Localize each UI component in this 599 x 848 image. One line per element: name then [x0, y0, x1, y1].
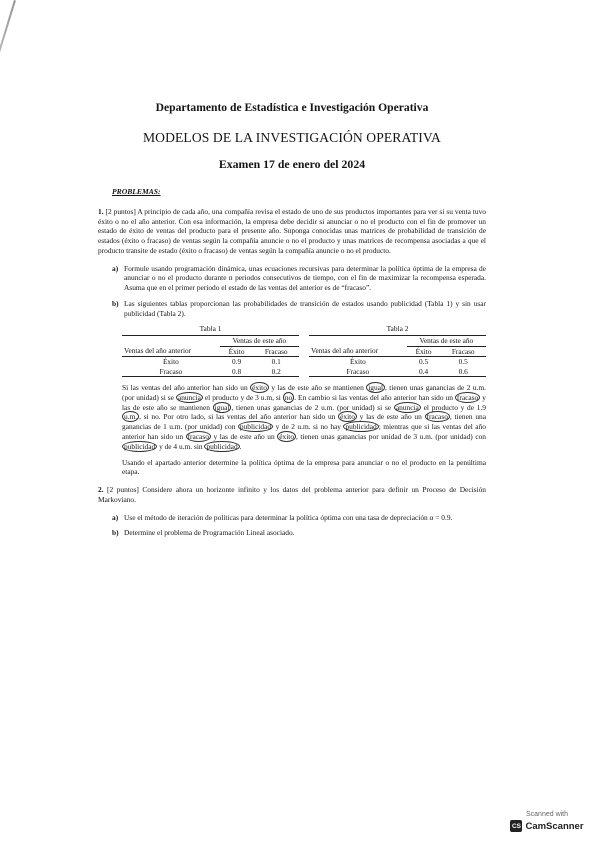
item-label: a)	[112, 512, 119, 522]
course-title: MODELOS DE LA INVESTIGACIÓN OPERATIVA	[143, 130, 441, 146]
text-run: ; mientras que si las ventas del año anterior han sido un	[122, 422, 486, 441]
row-label: Éxito	[162, 357, 179, 367]
cell: 0.8	[220, 367, 254, 377]
transition-table	[122, 335, 299, 377]
circled-word: no	[284, 392, 293, 402]
camscanner-logo-icon: CS	[510, 820, 522, 832]
circled-word: fracaso	[456, 392, 479, 402]
circled-word: publicidad	[206, 441, 238, 451]
text-run: y las de este año se mantienen	[122, 392, 486, 412]
item-text: Determine el problema de Programación Lineal asociado.	[124, 528, 295, 538]
problem-2-item-a	[112, 513, 486, 523]
cell: 0.4	[407, 367, 441, 377]
col-header: Fracaso	[253, 346, 299, 356]
item-text: Las siguientes tablas proporcionan las probabilidades de transición de estados usando publicidad (Tabla 1) y sin usar publicidad (Tabla 2).	[124, 298, 486, 318]
department-title: Departamento de Estadística e Investigación Operativa	[155, 101, 429, 114]
cell: 0.2	[253, 367, 299, 377]
cell: 0.5	[419, 357, 429, 367]
text-run: , tienen una ganancias de 1 u.m. (por unidad) con	[122, 412, 486, 432]
problem-2-text: [2 puntos] Considere ahora un horizonte infinito y los datos del problema anterior para definir un Proceso de Decisión Markoviano.	[98, 485, 486, 504]
text-run: , si no. Por otro lado, si las ventas del año anterior han sido un	[139, 412, 336, 422]
closing-paragraph: Usando el apartado anterior determine la política óptima de la empresa para anunciar o no el producto en la penúltima etapa.	[122, 457, 486, 477]
cell: 0.6	[440, 367, 486, 377]
text-run: y las de este año se mantienen	[271, 383, 364, 393]
item-label: b)	[112, 298, 119, 308]
cell: 0.9	[232, 357, 242, 367]
text-run: y las de este año un	[213, 432, 275, 441]
text-run: y las de este año un	[359, 412, 422, 422]
circled-word: igual	[214, 402, 230, 412]
section-title: PROBLEMAS:	[112, 186, 161, 196]
table-2	[309, 324, 486, 377]
row-label: Fracaso	[122, 367, 220, 377]
text-run: , tienen unas ganancias de 2 u.m. (por unidad) si se	[122, 383, 486, 402]
camscanner-watermark	[506, 811, 588, 841]
text-run: .	[239, 441, 242, 451]
col-header: Éxito	[407, 346, 441, 356]
row-header: Ventas del año anterior	[122, 346, 220, 356]
circled-word: igual	[368, 383, 384, 393]
problem-2-items	[112, 513, 486, 539]
circled-word: anuncia	[395, 402, 419, 412]
circled-word: éxito	[279, 432, 295, 441]
row-label: Fracaso	[309, 367, 407, 377]
group-header: Ventas de este año	[220, 336, 299, 346]
problem-1-item-a	[112, 264, 486, 293]
table-row	[122, 357, 299, 367]
transition-tables	[122, 324, 486, 377]
item-label: b)	[112, 528, 119, 538]
row-label: Éxito	[349, 357, 366, 367]
table-caption: Tabla 1	[199, 324, 222, 334]
table-row	[122, 367, 299, 377]
circled-word: anuncia	[177, 392, 201, 402]
table-row	[309, 367, 486, 377]
circled-word: éxito	[252, 383, 267, 393]
table-1	[122, 324, 299, 377]
problem-1-items	[112, 264, 486, 319]
item-text: Formule usando programación dinámica, unas ecuaciones recursivas para determinar la política óptima de la empresa de anunciar o no el producto durante n periodos consecutivos de tiempo, con el fin de maximizar la recompensa esperada. Asuma que en el primer periodo el estado de las ventas del anterior es de “fracaso”.	[124, 263, 486, 293]
text-run: . En cambio si las ventas del año anterior han sido un	[294, 392, 453, 402]
problem-1-number: 1.	[98, 206, 104, 216]
circled-word: éxito	[340, 412, 355, 422]
item-label: a)	[112, 263, 119, 273]
problem-1-item-b	[112, 299, 486, 319]
circled-word: publicidad	[239, 422, 272, 432]
watermark-caption: Scanned with	[525, 811, 569, 818]
text-run: y de 2 u.m. si no hay	[275, 422, 341, 432]
problem-1-text: [2 puntos] A principio de cada año, una compañía revisa el estado de uno de sus productos importantes para ver si su venta tuvo éxito o no el año anterior. Con esa información, la empresa debe decidir si anunciar o no el producto con el fin de promover un estado de éxito de ventas del producto para el presente año. Suponga conocidas unas matrices de probabilidad de transición de estados (éxito o fracaso) de ventas según la compañía anuncie o no el producto y unas matrices de recompensa asociadas a que el producto transite de estado (éxito o fracaso) de ventas según la compañía anuncie o no el producto.	[98, 206, 486, 255]
text-run: Si las ventas del año anterior han sido un	[122, 383, 248, 393]
watermark-app-name: CamScanner	[525, 820, 584, 832]
text-run: el producto y de 1.9	[423, 402, 486, 412]
scan-edge-line	[0, 0, 16, 120]
table-caption: Tabla 2	[386, 324, 409, 334]
problem-2-item-b	[112, 528, 486, 538]
circled-word: publicidad	[345, 422, 377, 432]
problem-2-statement	[98, 485, 486, 505]
circled-word: u.m.	[124, 412, 138, 422]
circled-word: publicidad	[124, 441, 156, 451]
table-row	[309, 357, 486, 367]
circled-word: fracaso	[426, 412, 448, 422]
text-run: y de 4 u.m. sin	[159, 441, 203, 451]
text-run: , tienen unas ganancias de 2 u.m. (por unidad) si se	[231, 402, 392, 412]
rewards-paragraph	[122, 383, 486, 451]
problem-1-statement	[98, 207, 486, 256]
col-header: Fracaso	[440, 346, 486, 356]
cell: 0.5	[458, 357, 468, 367]
exam-date: Examen 17 de enero del 2024	[218, 157, 366, 172]
text-run: , tienen unas ganancias por unidad de 3 u.m. (por unidad) con	[296, 432, 486, 441]
group-header: Ventas de este año	[407, 336, 486, 346]
item-text: Use el método de iteración de políticas para determinar la política óptima con una tasa de depreciación α = 0.9.	[124, 512, 453, 522]
transition-table	[309, 335, 486, 377]
circled-word: fracaso	[187, 432, 209, 441]
col-header: Éxito	[220, 346, 254, 356]
row-header: Ventas del año anterior	[309, 346, 407, 356]
exam-page	[98, 100, 486, 544]
cell: 0.1	[271, 357, 281, 367]
text-run: el producto y de 3 u.m, si	[204, 392, 281, 402]
problem-2-number: 2.	[98, 485, 104, 495]
